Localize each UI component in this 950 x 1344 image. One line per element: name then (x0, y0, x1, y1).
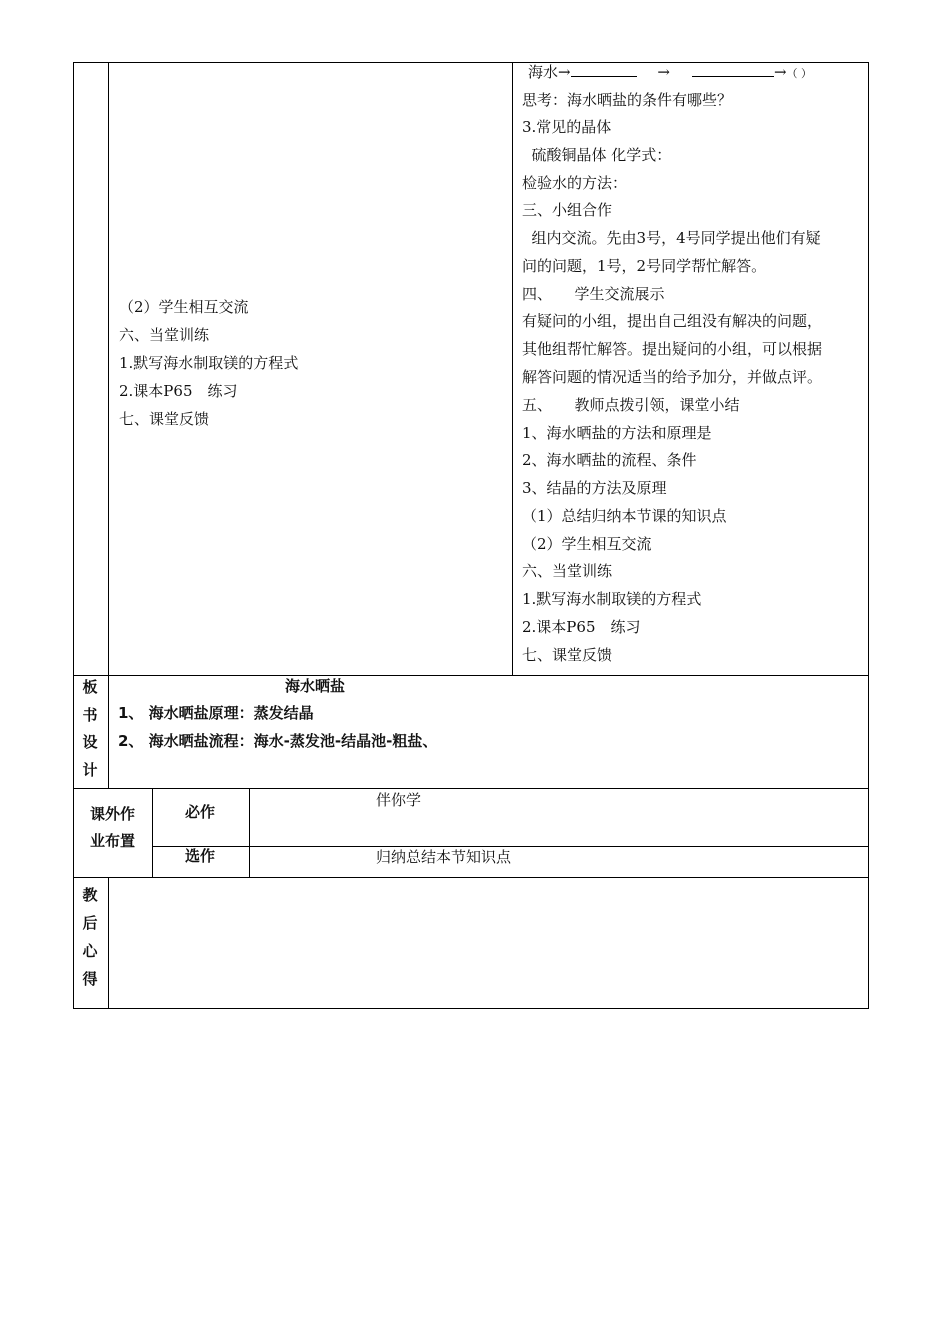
right-line: 解答问题的情况适当的给予加分，并做点评。 (522, 368, 823, 386)
flow-start: 海水 (528, 63, 559, 81)
board-label-char: 计 (82, 761, 98, 779)
required-label: 必作 (185, 803, 216, 821)
board-item: 1、 海水晒盐原理：蒸发结晶 (118, 704, 314, 722)
middle-line: 七、课堂反馈 (119, 410, 210, 428)
middle-line: （2）学生相互交流 (119, 298, 249, 316)
required-value: 伴你学 (376, 791, 422, 809)
right-line: 其他组帮忙解答。提出疑问的小组，可以根据 (522, 340, 823, 358)
reflection-label-divider (108, 877, 109, 1009)
flow-end: （ ） (786, 67, 813, 80)
flow-blank-2 (692, 62, 774, 77)
board-item: 2、 海水晒盐流程：海水-蒸发池-结晶池-粗盐、 (118, 732, 438, 750)
right-line: 3.常见的晶体 (522, 118, 612, 136)
homework-sublabel-divider (249, 788, 250, 878)
table-border-right (868, 62, 869, 1009)
homework-row-top (73, 788, 869, 789)
label-column-divider-upper (108, 62, 109, 789)
right-line: 四、 学生交流展示 (522, 285, 665, 303)
right-line: 思考：海水晒盐的条件有哪些？ (522, 91, 733, 109)
board-label-char: 设 (82, 733, 98, 751)
right-line: 1、海水晒盐的方法和原理是 (522, 424, 712, 442)
middle-line: 2.课本P65 练习 (119, 382, 238, 400)
flow-arrow: → (773, 63, 787, 81)
optional-label: 选作 (185, 847, 216, 865)
flow-arrow: → (657, 63, 670, 81)
table-border-bottom (73, 1008, 869, 1009)
reflection-row-top (73, 877, 869, 878)
right-line: 2.课本P65 练习 (522, 618, 641, 636)
right-line: 五、 教师点拨引领，课堂小结 (522, 396, 740, 414)
homework-label-line: 课外作 (90, 805, 136, 823)
table-border-left (73, 62, 74, 1009)
board-title: 海水晒盐 (285, 677, 346, 695)
right-line: 3、结晶的方法及原理 (522, 479, 667, 497)
reflection-label-char: 得 (82, 970, 98, 988)
right-line: 三、小组合作 (522, 201, 613, 219)
right-line: 检验水的方法： (522, 174, 628, 192)
right-line: 六、当堂训练 (522, 562, 613, 580)
middle-right-divider (512, 62, 513, 676)
middle-line: 1.默写海水制取镁的方程式 (119, 354, 299, 372)
flow-blank-1 (571, 62, 637, 77)
right-line: （2）学生相互交流 (522, 535, 652, 553)
reflection-label-char: 教 (82, 886, 98, 904)
flow-arrow: → (558, 63, 571, 81)
reflection-label-char: 心 (82, 942, 98, 960)
right-line: 1.默写海水制取镁的方程式 (522, 590, 702, 608)
right-line: 有疑问的小组，提出自己组没有解决的问题， (522, 312, 823, 330)
right-line: 七、课堂反馈 (522, 646, 613, 664)
homework-label-divider (152, 788, 153, 878)
board-label-char: 书 (82, 706, 98, 724)
right-line: 硫酸铜晶体 化学式： (522, 146, 672, 164)
right-line: 组内交流。先由3号，4号同学提出他们有疑 (522, 229, 821, 247)
board-label-char: 板 (82, 678, 98, 696)
middle-line: 六、当堂训练 (119, 326, 210, 344)
board-row-top (73, 675, 869, 676)
right-line: （1）总结归纳本节课的知识点 (522, 507, 727, 525)
homework-label-line: 业布置 (90, 832, 136, 850)
right-line: 2、海水晒盐的流程、条件 (522, 451, 697, 469)
seawater-flow (528, 58, 812, 88)
reflection-label-char: 后 (82, 914, 98, 932)
right-line: 问的问题，1号，2号同学帮忙解答。 (522, 257, 767, 275)
optional-value: 归纳总结本节知识点 (376, 848, 512, 866)
